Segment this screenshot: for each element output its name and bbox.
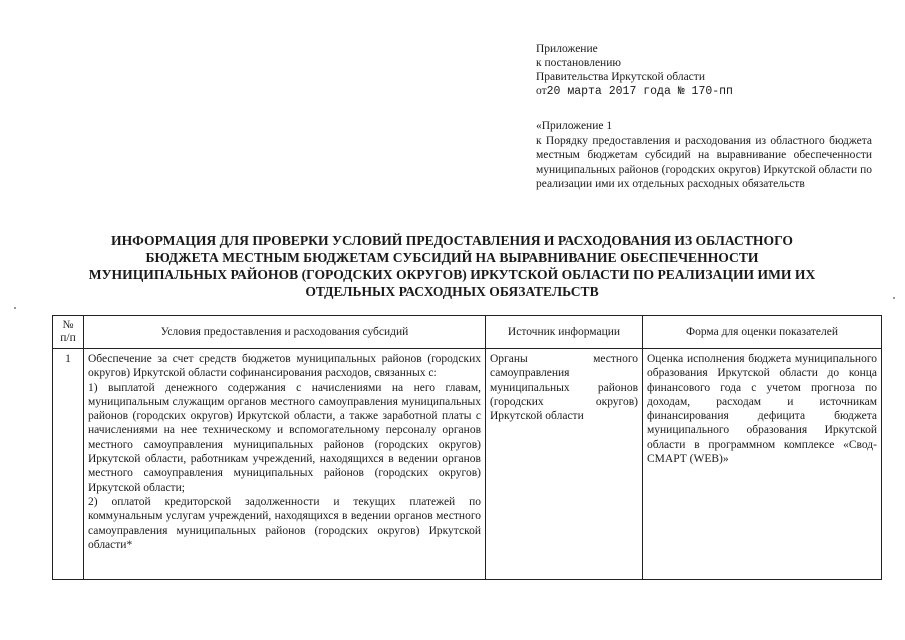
date-prefix: от (536, 85, 547, 97)
scan-speck (893, 297, 895, 299)
conditions-intro: Обеспечение за счет средств бюджетов муниципальных районов (городских округов) Иркутской области софинансирования расходов, связанных с: (88, 353, 481, 380)
header-form: Форма для оценки показателей (643, 316, 882, 349)
conditions-item-2: 2) оплатой кредиторской задолженности и текущих платежей по коммунальным услугам учреждений, находящихся в ведении органов местного самоуправления муниципальных районов (городских округов) Иркутской области* (88, 495, 481, 551)
scan-speck (14, 307, 16, 309)
appendix-1-heading: «Приложение 1 (536, 120, 613, 132)
conditions-table (52, 315, 882, 580)
row-source: Органы местного самоуправления муниципальных районов (городских округов) Иркутской области (486, 349, 643, 580)
row-form: Оценка исполнения бюджета муниципального образования Иркутской области до конца финансового года с учетом прогноза по доходам, расходам и источникам финансирования дефицита бюджета муниципального образования Иркутской области в программном комплексе «Свод-СМАРТ (WEB)» (643, 349, 882, 580)
appendix-header-line2: к постановлению (536, 57, 621, 69)
appendix-header (536, 42, 866, 99)
title-line-2: БЮДЖЕТА МЕСТНЫМ БЮДЖЕТАМ СУБСИДИЙ НА ВЫРАВНИВАНИЕ ОБЕСПЕЧЕННОСТИ (145, 250, 759, 265)
appendix-header-date (536, 84, 866, 99)
appendix-header-line3: Правительства Иркутской области (536, 71, 705, 83)
title-line-1: ИНФОРМАЦИЯ ДЛЯ ПРОВЕРКИ УСЛОВИЙ ПРЕДОСТАВЛЕНИЯ И РАСХОДОВАНИЯ ИЗ ОБЛАСТНОГО (111, 233, 793, 248)
header-source: Источник информации (486, 316, 643, 349)
header-num-line2: п/п (60, 332, 76, 344)
document-title (52, 232, 852, 300)
row-conditions (84, 349, 486, 580)
appendix-header-line1: Приложение (536, 43, 598, 55)
date-value: 20 марта 2017 года № 170-пп (546, 85, 733, 98)
header-num-line1: № (62, 319, 74, 331)
appendix-1-text: к Порядку предоставления и расходования из областного бюджета местным бюджетам субсидий на выравнивание обеспеченности муниципальных районов (городских округов) Иркутской области по реализации ими их отдельных расходных обязательств (536, 134, 872, 190)
title-line-4: ОТДЕЛЬНЫХ РАСХОДНЫХ ОБЯЗАТЕЛЬСТВ (305, 284, 599, 299)
header-conditions: Условия предоставления и расходования субсидий (84, 316, 486, 349)
conditions-item-1: 1) выплатой денежного содержания с начислениями на него главам, муниципальным служащим органов местного самоуправления муниципальных районов (городских округов) Иркутской области, а также заработной платы с начислениями на нее техническому и вспомогательному персоналу органов местного самоуправления муниципальных районов (городских округов) Иркутской области, работникам учреждений, находящихся в ведении органов местного самоуправления муниципальных районов (городских округов) Иркутской области; (88, 381, 481, 494)
table-row (53, 349, 882, 580)
title-line-3: МУНИЦИПАЛЬНЫХ РАЙОНОВ (ГОРОДСКИХ ОКРУГОВ) ИРКУТСКОЙ ОБЛАСТИ ПО РЕАЛИЗАЦИИ ИМИ ИХ (88, 267, 816, 282)
row-num: 1 (53, 349, 84, 580)
table-header-row (53, 316, 882, 349)
header-num (53, 316, 84, 349)
appendix-1-block (536, 119, 872, 192)
